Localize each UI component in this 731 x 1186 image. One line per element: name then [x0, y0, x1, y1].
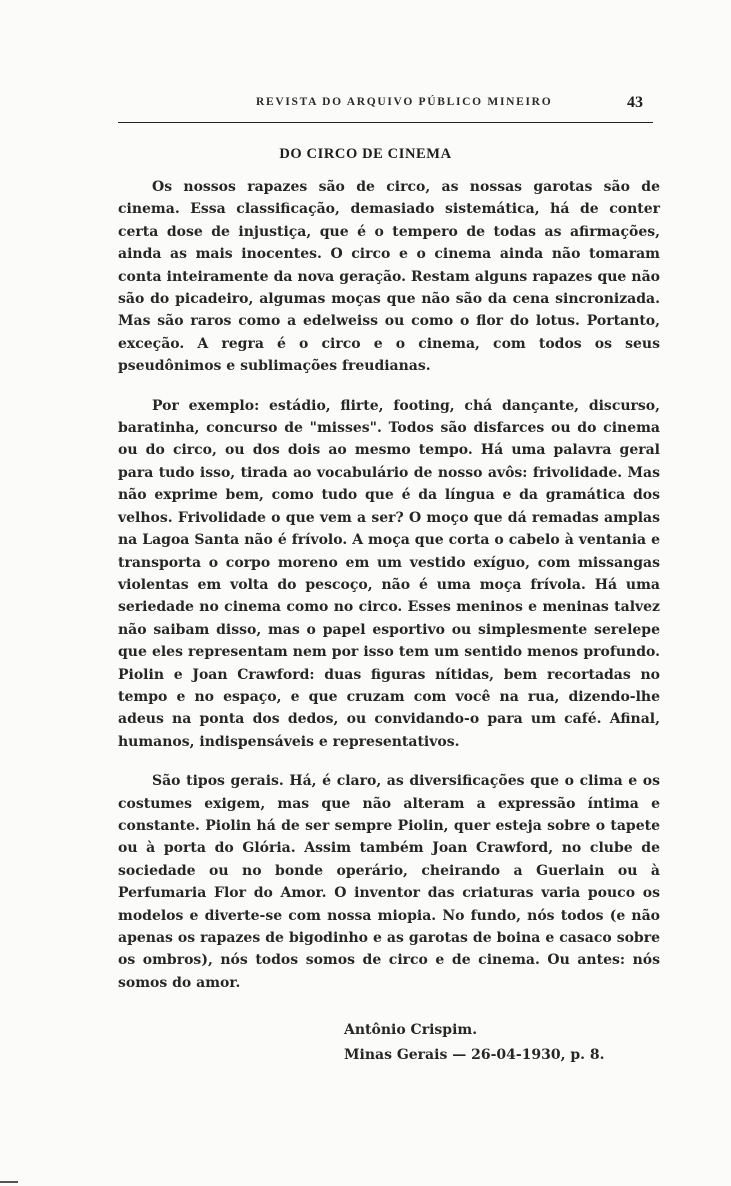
running-header — [118, 92, 653, 123]
journal-title: REVISTA DO ARQUIVO PÚBLICO MINEIRO — [256, 96, 553, 108]
signature-block — [344, 1018, 605, 1068]
paragraph-2: Por exemplo: estádio, flirte, footing, chá dançante, discurso, baratinha, concurso de "misses". Todos são disfarces ou do cinema ou do circo, ou dos dois ao mesmo tempo. Há uma palavra geral para tudo isso, tirada ao vocabulário de nosso avôs: frivolidade. Mas não exprime bem, como tudo que é da língua e da gramática dos velhos. Frivolidade o que vem a ser? O moço que dá remadas amplas na Lagoa Santa não é frívolo. A moça que corta o cabelo à ventania e transporta o corpo moreno em um vestido exíguo, com missangas violentas em volta do pescoço, não é uma moça frívola. Há uma seriedade no cinema como no circo. Esses meninos e meninas talvez não saibam disso, mas o papel esportivo ou simplesmente serelepe que eles representam nem por isso tem um sentido menos profundo. Piolin e Joan Crawford: duas figuras nítidas, bem recortadas no tempo e no espaço, e que cruzam com você na rua, dizendo-lhe adeus na ponta dos dedos, ou convidando-o para um café. Afinal, humanos, indispensáveis e representativos. — [118, 397, 660, 750]
article-body — [118, 176, 660, 1011]
page-edge-mark — [0, 1181, 18, 1183]
paragraph-1: Os nossos rapazes são de circo, as nossas garotas são de cinema. Essa classificação, demasiado sistemática, há de conter certa dose de injustiça, que é o tempero de todas as afirmações, ainda as mais inocentes. O circo e o cinema ainda não tomaram conta inteiramente da nova geração. Restam alguns rapazes que não são do picadeiro, algumas moças que não são da cena sincronizada. Mas são raros como a edelweiss ou como o flor do lotus. Portanto, exceção. A regra é o circo e o cinema, com todos os seus pseudônimos e sublimações freudianas. — [118, 179, 660, 375]
article-title: DO CIRCO DE CINEMA — [279, 146, 452, 162]
author-name: Antônio Crispim. — [344, 1022, 478, 1038]
page-number: 43 — [627, 94, 643, 111]
source-citation: Minas Gerais — 26-04-1930, p. 8. — [344, 1047, 605, 1063]
paragraph-3: São tipos gerais. Há, é claro, as diversificações que o clima e os costumes exigem, mas que não alteram a expressão íntima e constante. Piolin há de ser sempre Piolin, quer esteja sobre o tapete ou à porta do Glória. Assim também Joan Crawford, no clube de sociedade ou no bonde operário, cheirando a Guerlain ou à Perfumaria Flor do Amor. O inventor das criaturas varia pouco os modelos e diverte-se com nossa miopia. No fundo, nós todos (e não apenas os rapazes de bigodinho e as garotas de boina e casaco sobre os ombros), nós todos somos de circo e de cinema. Ou antes: nós somos do amor. — [118, 773, 660, 991]
